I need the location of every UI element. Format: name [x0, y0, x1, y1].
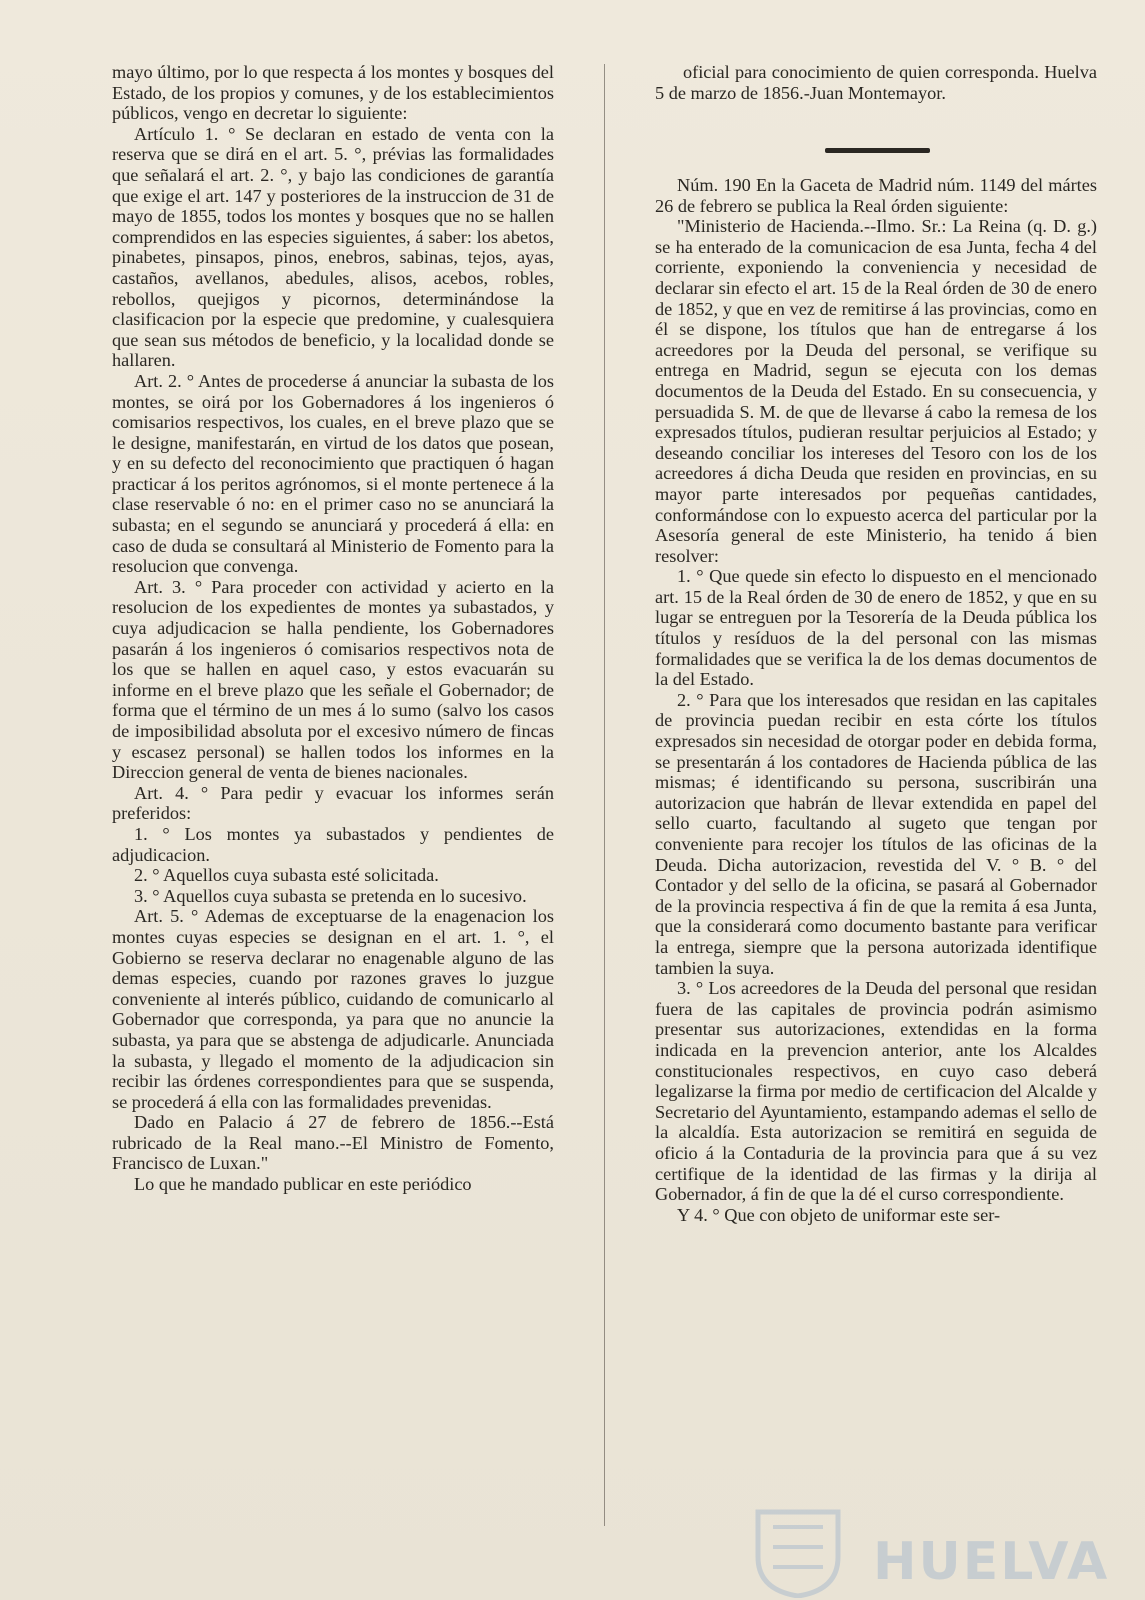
left-column	[112, 62, 554, 1195]
list-item: 2. ° Aquellos cuya subasta esté solicitada.	[134, 865, 439, 886]
signature-paragraph: Dado en Palacio á 27 de febrero de 1856.--Está rubricado de la Real mano.--El Ministro de Fomento, Francisco de Luxan."	[112, 1112, 554, 1174]
list-item: Y 4. ° Que con objeto de uniformar este ser-	[677, 1204, 1001, 1225]
paragraph: "Ministerio de Hacienda.--Ilmo. Sr.: La Reina (q. D. g.) se ha enterado de la comunicacion de esa Junta, fecha 4 del corriente, exponiendo la conveniencia y necesidad de declarar sin efecto el art. 15 de la Real órden de 30 de enero de 1852, y que en vez de remitirse á las provincias, como en él se dispone, los títulos que han de entregarse á los acreedores por la Deuda del personal, se verifique su entrega en Madrid, segun se ejecuta con los demas documentos de la Deuda del Estado. En su consecuencia, y persuadida S. M. de que de llevarse á cabo la remesa de los expresados títulos, pudieran resultar perjuicios al Estado; y deseando conciliar los intereses del Tesoro con los de los acreedores á dicha Deuda que residen en provincias, en su mayor parte interesados por pequeñas cantidades, conformándose con lo expuesto acerca del particular por la Asesoría general de este Ministerio, ha tenido á bien resolver:	[655, 216, 1097, 566]
right-column-top	[655, 62, 1097, 103]
archive-watermark	[738, 1502, 1110, 1598]
paragraph: mayo último, por lo que respecta á los montes y bosques del Estado, de los propios y comunes, y de los establecimientos públicos, vengo en decretar lo siguiente:	[112, 62, 554, 124]
crest-icon	[738, 1502, 858, 1598]
paragraph: oficial para conocimiento de quien corresponda. Huelva 5 de marzo de 1856.-Juan Montemayor.	[655, 62, 1097, 103]
article-1: Artículo 1. ° Se declaran en estado de venta con la reserva que se dirá en el art. 5. °, prévias las formalidades que señalará el art. 2. °, y bajo las condiciones de garantía que exige el art. 147 y posteriores de la instruccion de 31 de mayo de 1855, todos los montes y bosques que no se hallen comprendidos en las especies siguientes, á saber: los abetos, pinabetes, pinsapos, pinos, enebros, sabinas, tejos, ayas, castaños, avellanos, abedules, alisos, acebos, robles, rebollos, quejigos y picornos, determinándose la clasificacion por la especie que predomine, y cualesquiera que sean sus métodos de beneficio, y la localidad donde se hallaren.	[112, 123, 554, 371]
article-2: Art. 2. ° Antes de procederse á anunciar la subasta de los montes, se oirá por los Gobernadores á los ingenieros ó comisarios respectivos, los cuales, en el breve plazo que se le designe, manifestarán, en virtud de los datos que posean, y en su defecto del reconocimiento que practiquen ó hagan practicar á los peritos agrónomos, si el monte pertenece á la clase reservable ó no: en el primer caso no se anunciará la subasta; en el segundo se anunciará y procederá á ella: en caso de duda se consultará al Ministerio de Fomento para la resolucion que convenga.	[112, 370, 554, 577]
article-3: Art. 3. ° Para proceder con actividad y acierto en la resolucion de los expedientes de montes ya subastados, y cuya adjudicacion se halla pendiente, los Gobernadores pasarán á los ingenieros ó comisarios respectivos nota de los que se hallen en aquel caso, y estos evacuarán su informe en el breve plazo que les señale el Gobernador; de forma que el término de un mes á lo sumo (salvo los casos de imposibilidad absoluta por el excesivo número de fincas y escasez personal) se hallen todos los informes en la Direccion general de venta de bienes nacionales.	[112, 576, 554, 783]
notice-heading: Núm. 190 En la Gaceta de Madrid núm. 1149 del mártes 26 de febrero se publica la Real órden siguiente:	[655, 175, 1097, 216]
column-divider	[604, 64, 605, 1526]
list-item: 2. ° Para que los interesados que residan en las capitales de provincia puedan recibir en esta córte los títulos expresados sin necesidad de otorgar poder en debida forma, se presentarán á los contadores de Hacienda pública de las mismas; é identificando su persona, suscribirán una autorizacion que habrán de llevar extendida en papel del sello cuarto, facultando al sugeto que tengan por conveniente para recojer los títulos de las oficinas de la Deuda. Dicha autorizacion, revestida del V. ° B. ° del Contador y del sello de la oficina, se pasará al Gobernador de la provincia respectiva á fin de que la remita á esa Junta, que la considerará como documento bastante para verificar la entrega, siempre que la persona autorizada identifique tambien la suya.	[655, 689, 1097, 978]
list-item: 1. ° Los montes ya subastados y pendientes de adjudicacion.	[112, 823, 554, 865]
watermark-text: HUELVA	[873, 1532, 1110, 1592]
closing-paragraph: Lo que he mandado publicar en este periódico	[134, 1174, 472, 1195]
list-item: 1. ° Que quede sin efecto lo dispuesto en el mencionado art. 15 de la Real órden de 30 de enero de 1852, y que en su lugar se entreguen por la Tesorería de la Deuda pública los títulos y resíduos de la del personal con las mismas formalidades que se verifica la de los demas documentos de la del Estado.	[655, 566, 1097, 690]
article-5: Art. 5. ° Ademas de exceptuarse de la enagenacion los montes cuyas especies se designan en el art. 1. °, el Gobierno se reserva declarar no enagenable alguno de las demas especies, cuando por razones graves lo juzgue conveniente al interés público, cuidando de comunicarlo al Gobernador que corresponda, ya para que no anuncie la subasta, ya para que se abstenga de adjudicarle. Anunciada la subasta, y llegado el momento de la adjudicacion sin recibir las órdenes correspondientes para que se suspenda, se procederá á ella con las formalidades prevenidas.	[112, 906, 554, 1112]
article-4: Art. 4. ° Para pedir y evacuar los informes serán preferidos:	[112, 782, 554, 824]
list-item: 3. ° Aquellos cuya subasta se pretenda en lo sucesivo.	[134, 885, 527, 906]
section-rule	[825, 148, 930, 153]
right-column	[655, 175, 1097, 1225]
list-item: 3. ° Los acreedores de la Deuda del personal que residan fuera de las capitales de provincia podrán asimismo presentar sus autorizaciones, extendidas en la forma indicada en la prevencion anterior, ante los Alcaldes constitucionales respectivos, en cuyo caso deberá legalizarse la firma por medio de certificacion del Alcalde y Secretario del Ayuntamiento, estampando ademas el sello de la alcaldía. Esta autorizacion se remitirá en seguida de oficio á la Contaduria de la provincia para que á su vez certifique de la identidad de las firmas y la dirija al Gobernador, á fin de que la dé el curso correspondiente.	[655, 978, 1098, 1205]
